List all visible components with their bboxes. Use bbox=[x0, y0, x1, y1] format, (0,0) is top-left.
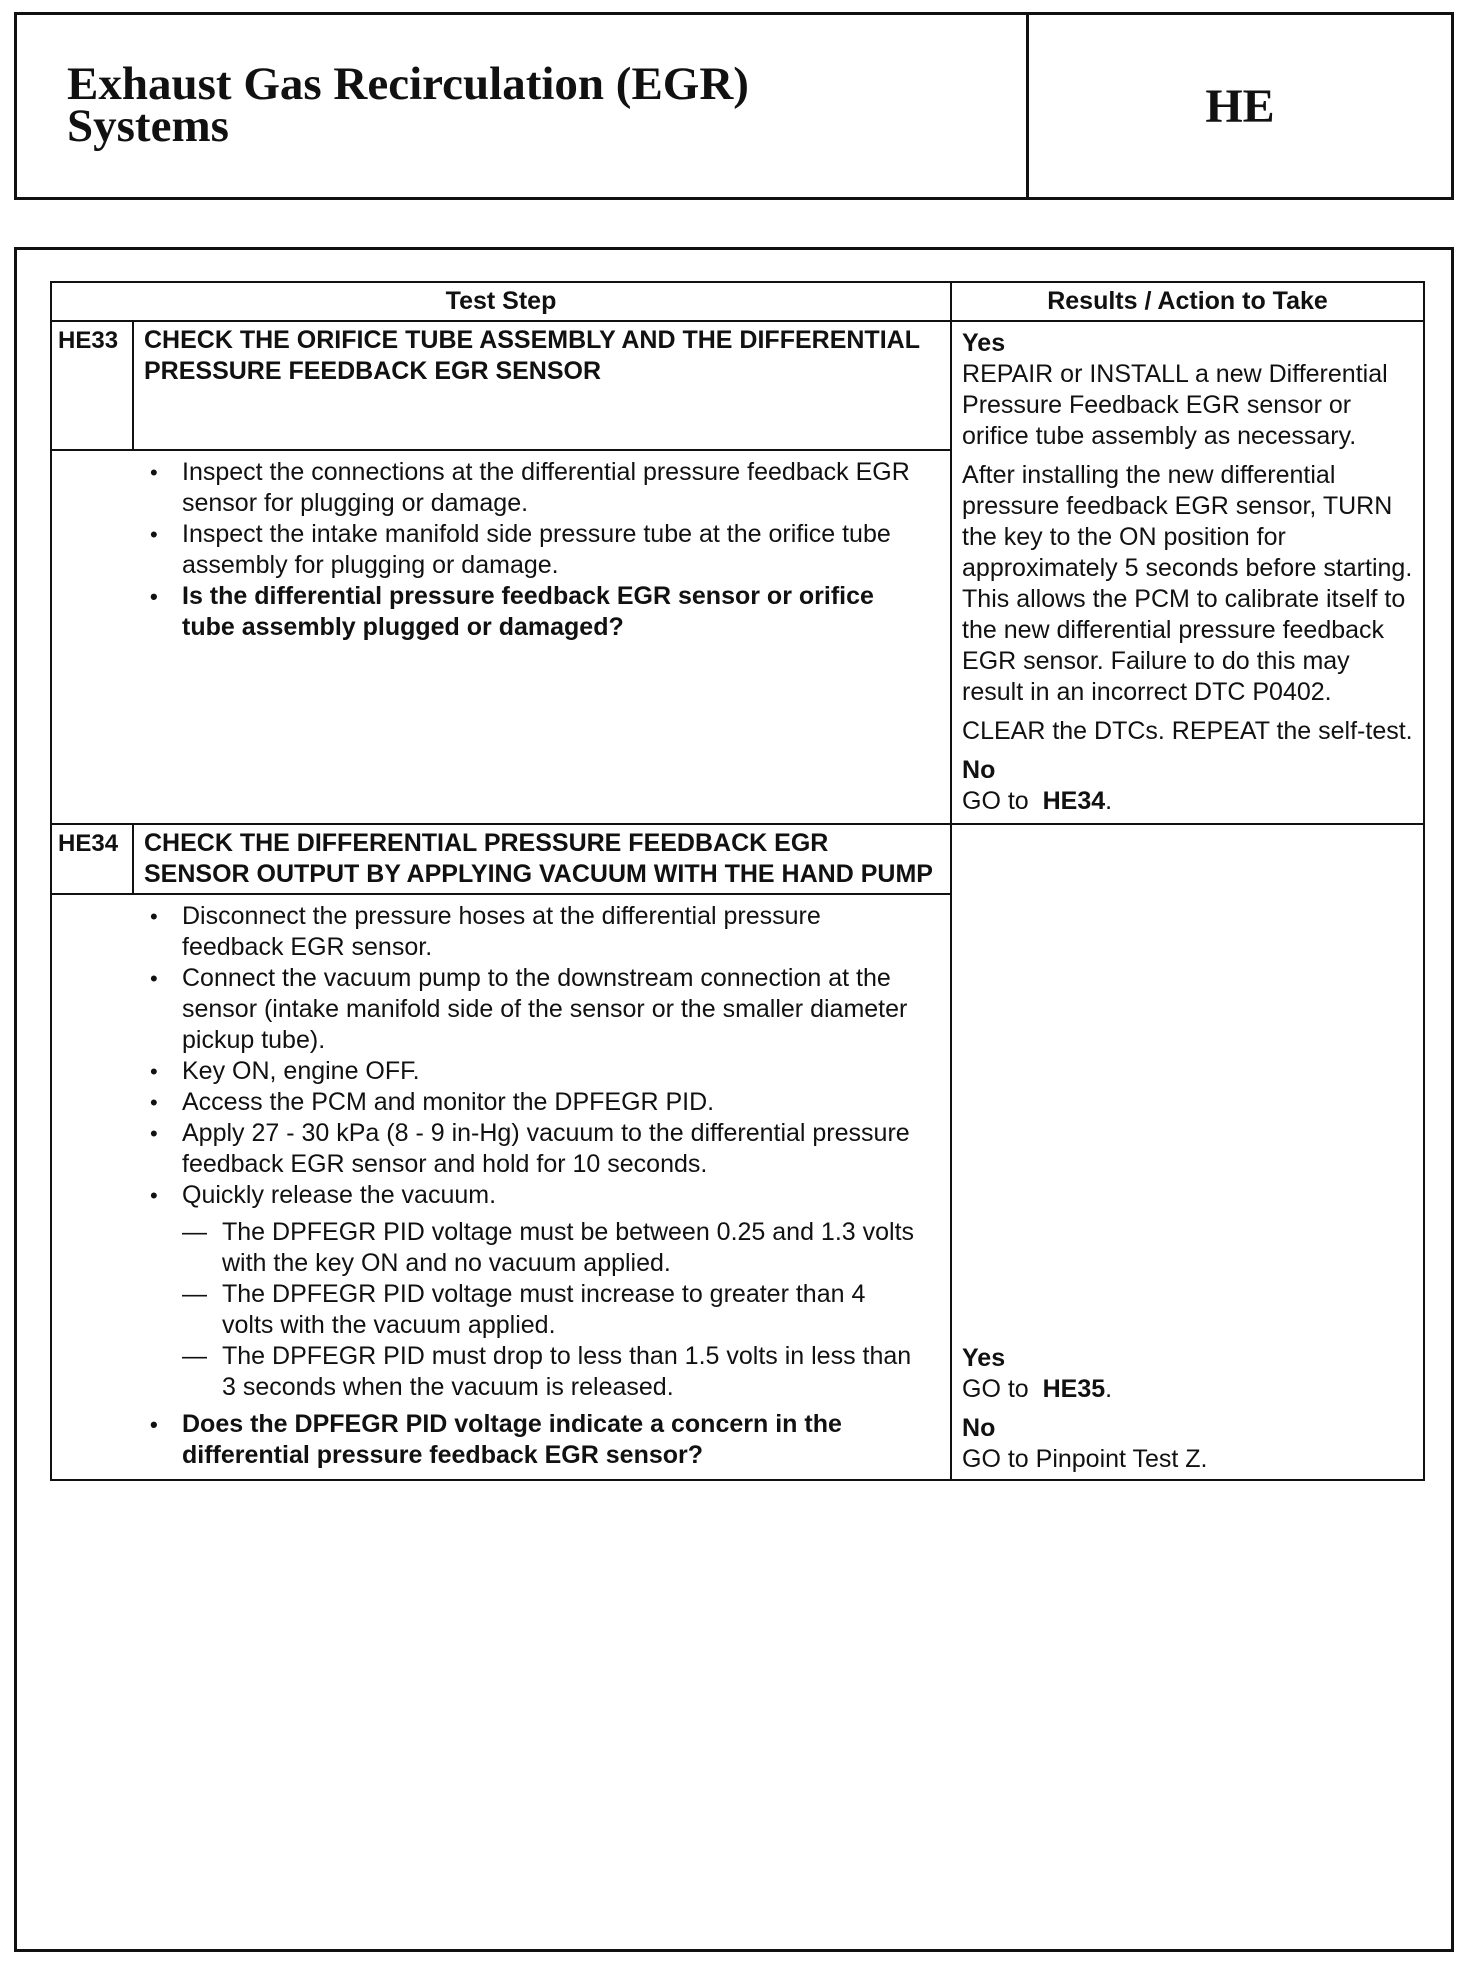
list-item: • Apply 27 - 30 kPa (8 - 9 in-Hg) vacuum to the differential pressure feedback EGR sensor and hold for 10 seconds. bbox=[52, 1118, 920, 1180]
table-header-row bbox=[51, 282, 1424, 321]
no-suffix-he33: . bbox=[1105, 787, 1113, 815]
page-title-line2: Systems bbox=[67, 100, 229, 152]
yes-text-he33: REPAIR or INSTALL a new Differential Pressure Feedback EGR sensor or orifice tube assembly as necessary. bbox=[962, 360, 1388, 450]
no-text-he34: GO to Pinpoint Test Z. bbox=[962, 1445, 1208, 1473]
step-list-he33 bbox=[52, 451, 950, 651]
yes-clear-he33: CLEAR the DTCs. REPEAT the self-test. bbox=[962, 717, 1413, 745]
section-code: HE bbox=[1205, 79, 1275, 133]
test-step-table bbox=[50, 281, 1425, 1481]
yes-label-he33: Yes bbox=[962, 329, 1006, 357]
list-item-with-substeps bbox=[52, 1180, 920, 1403]
step-id-he34: HE34 bbox=[51, 824, 133, 894]
step-question-he33: • Is the differential pressure feedback EGR sensor or orifice tube assembly plugged or damaged? bbox=[52, 581, 920, 643]
yes-suffix-he34: . bbox=[1105, 1375, 1113, 1403]
sub-step-list-he34 bbox=[182, 1217, 920, 1403]
list-item: • Access the PCM and monitor the DPFEGR PID. bbox=[52, 1087, 920, 1118]
page-title-line1: Exhaust Gas Recirculation (EGR) bbox=[67, 58, 749, 110]
no-ref-he33[interactable]: HE34 bbox=[1042, 787, 1106, 815]
list-item: • Key ON, engine OFF. bbox=[52, 1056, 920, 1087]
column-header-test-step: Test Step bbox=[51, 282, 951, 321]
no-label-he34: No bbox=[962, 1414, 996, 1442]
step-body-he33 bbox=[51, 450, 951, 824]
step-list-he34 bbox=[52, 895, 950, 1479]
list-item-text: Quickly release the vacuum. bbox=[182, 1181, 497, 1209]
step-title-row-he33 bbox=[51, 321, 1424, 450]
list-item: • Connect the vacuum pump to the downstream connection at the sensor (intake manifold side of the sensor or the smaller diameter pickup tube). bbox=[52, 963, 920, 1056]
yes-label-he34: Yes bbox=[962, 1344, 1006, 1372]
page-header bbox=[14, 12, 1454, 200]
yes-ref-he34[interactable]: HE35 bbox=[1042, 1375, 1106, 1403]
sub-list-item: — The DPFEGR PID voltage must increase to greater than 4 volts with the vacuum applied. bbox=[182, 1279, 920, 1341]
yes-prefix-he34: GO to bbox=[962, 1375, 1029, 1403]
no-label-he33: No bbox=[962, 756, 996, 784]
step-id-he33: HE33 bbox=[51, 321, 133, 450]
step-body-he34 bbox=[51, 894, 951, 1480]
page-title bbox=[17, 15, 1029, 197]
step-title-he33: CHECK THE ORIFICE TUBE ASSEMBLY AND THE DIFFERENTIAL PRESSURE FEEDBACK EGR SENSOR bbox=[133, 321, 951, 450]
step-title-row-he34 bbox=[51, 824, 1424, 894]
step-question-he34: • Does the DPFEGR PID voltage indicate a concern in the differential pressure feedback EGR sensor? bbox=[52, 1409, 920, 1471]
content-frame bbox=[14, 247, 1454, 1952]
step-title-he34: CHECK THE DIFFERENTIAL PRESSURE FEEDBACK EGR SENSOR OUTPUT BY APPLYING VACUUM WITH THE HAND PUMP bbox=[133, 824, 951, 894]
results-he33 bbox=[951, 321, 1424, 824]
yes-note-he33: After installing the new differential pressure feedback EGR sensor, TURN the key to the ON position for approximately 5 seconds before starting. This allows the PCM to calibrate itself to the new differential pressure feedback EGR sensor. Failure to do this may result in an incorrect DTC P0402. bbox=[962, 461, 1413, 706]
list-item: • Disconnect the pressure hoses at the differential pressure feedback EGR sensor. bbox=[52, 901, 920, 963]
list-item: • Inspect the connections at the differential pressure feedback EGR sensor for plugging or damage. bbox=[52, 457, 920, 519]
sub-list-item: — The DPFEGR PID must drop to less than 1.5 volts in less than 3 seconds when the vacuum is released. bbox=[182, 1341, 920, 1403]
sub-list-item: — The DPFEGR PID voltage must be between 0.25 and 1.3 volts with the key ON and no vacuum applied. bbox=[182, 1217, 920, 1279]
no-prefix-he33: GO to bbox=[962, 787, 1029, 815]
column-header-results: Results / Action to Take bbox=[951, 282, 1424, 321]
list-item: • Inspect the intake manifold side pressure tube at the orifice tube assembly for plugging or damage. bbox=[52, 519, 920, 581]
results-he34 bbox=[951, 824, 1424, 1480]
